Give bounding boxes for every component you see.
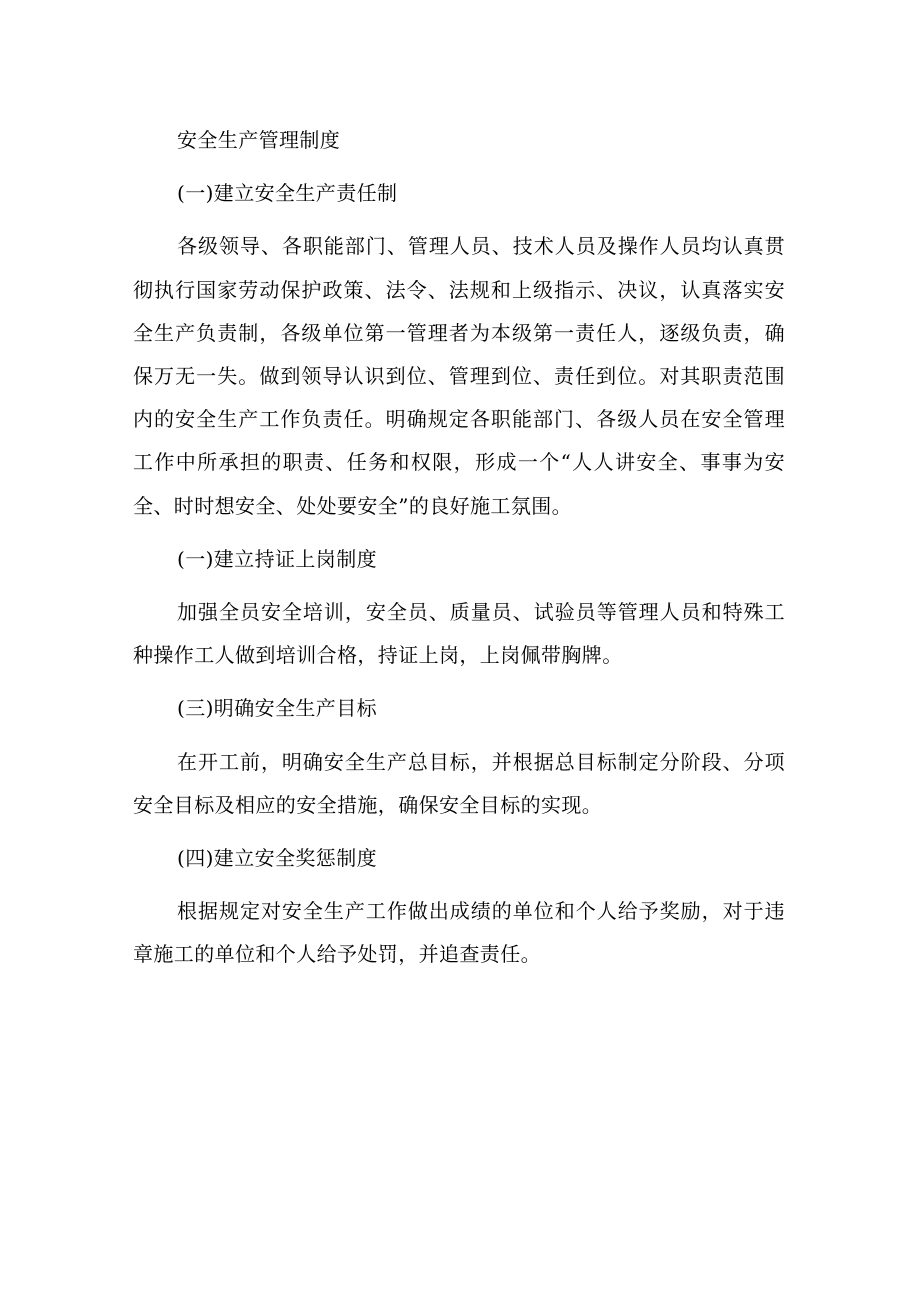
section-paragraph-responsibility: 各级领导、各职能部门、管理人员、技术人员及操作人员均认真贯彻执行国家劳动保护政策、法令、法规和上级指示、决议，认真落实安全生产负责制，各级单位第一管理者为本级第一责任人，逐级负责，确保万无一失。做到领导认识到位、管理到位、责任到位。对其职责范围内的安全生产工作负责任。明确规定各职能部门、各级人员在安全管理工作中所承担的职责、任务和权限，形成一个“人人讲安全、事事为安全、时时想安全、处处要安全”的良好施工氛围。 (133, 234, 785, 518)
document-body (133, 119, 785, 987)
section-paragraph-certification: 加强全员安全培训，安全员、质量员、试验员等管理人员和特殊工种操作工人做到培训合格，持证上岗，上岗佩带胸牌。 (133, 600, 785, 668)
document-title: 安全生产管理制度 (177, 128, 341, 152)
section-heading-certification: (一)建立持证上岗制度 (177, 546, 378, 571)
section-heading-responsibility: (一)建立安全生产责任制 (177, 181, 398, 206)
section-paragraph-objectives: 在开工前，明确安全生产总目标，并根据总目标制定分阶段、分项安全目标及相应的安全措施，确保安全目标的实现。 (133, 749, 785, 817)
section-heading-rewards: (四)建立安全奖惩制度 (177, 846, 378, 871)
section-paragraph-rewards: 根据规定对安全生产工作做出成绩的单位和个人给予奖励，对于违章施工的单位和个人给予处罚，并追查责任。 (133, 899, 785, 967)
section-heading-objectives: (三)明确安全生产目标 (177, 696, 378, 721)
